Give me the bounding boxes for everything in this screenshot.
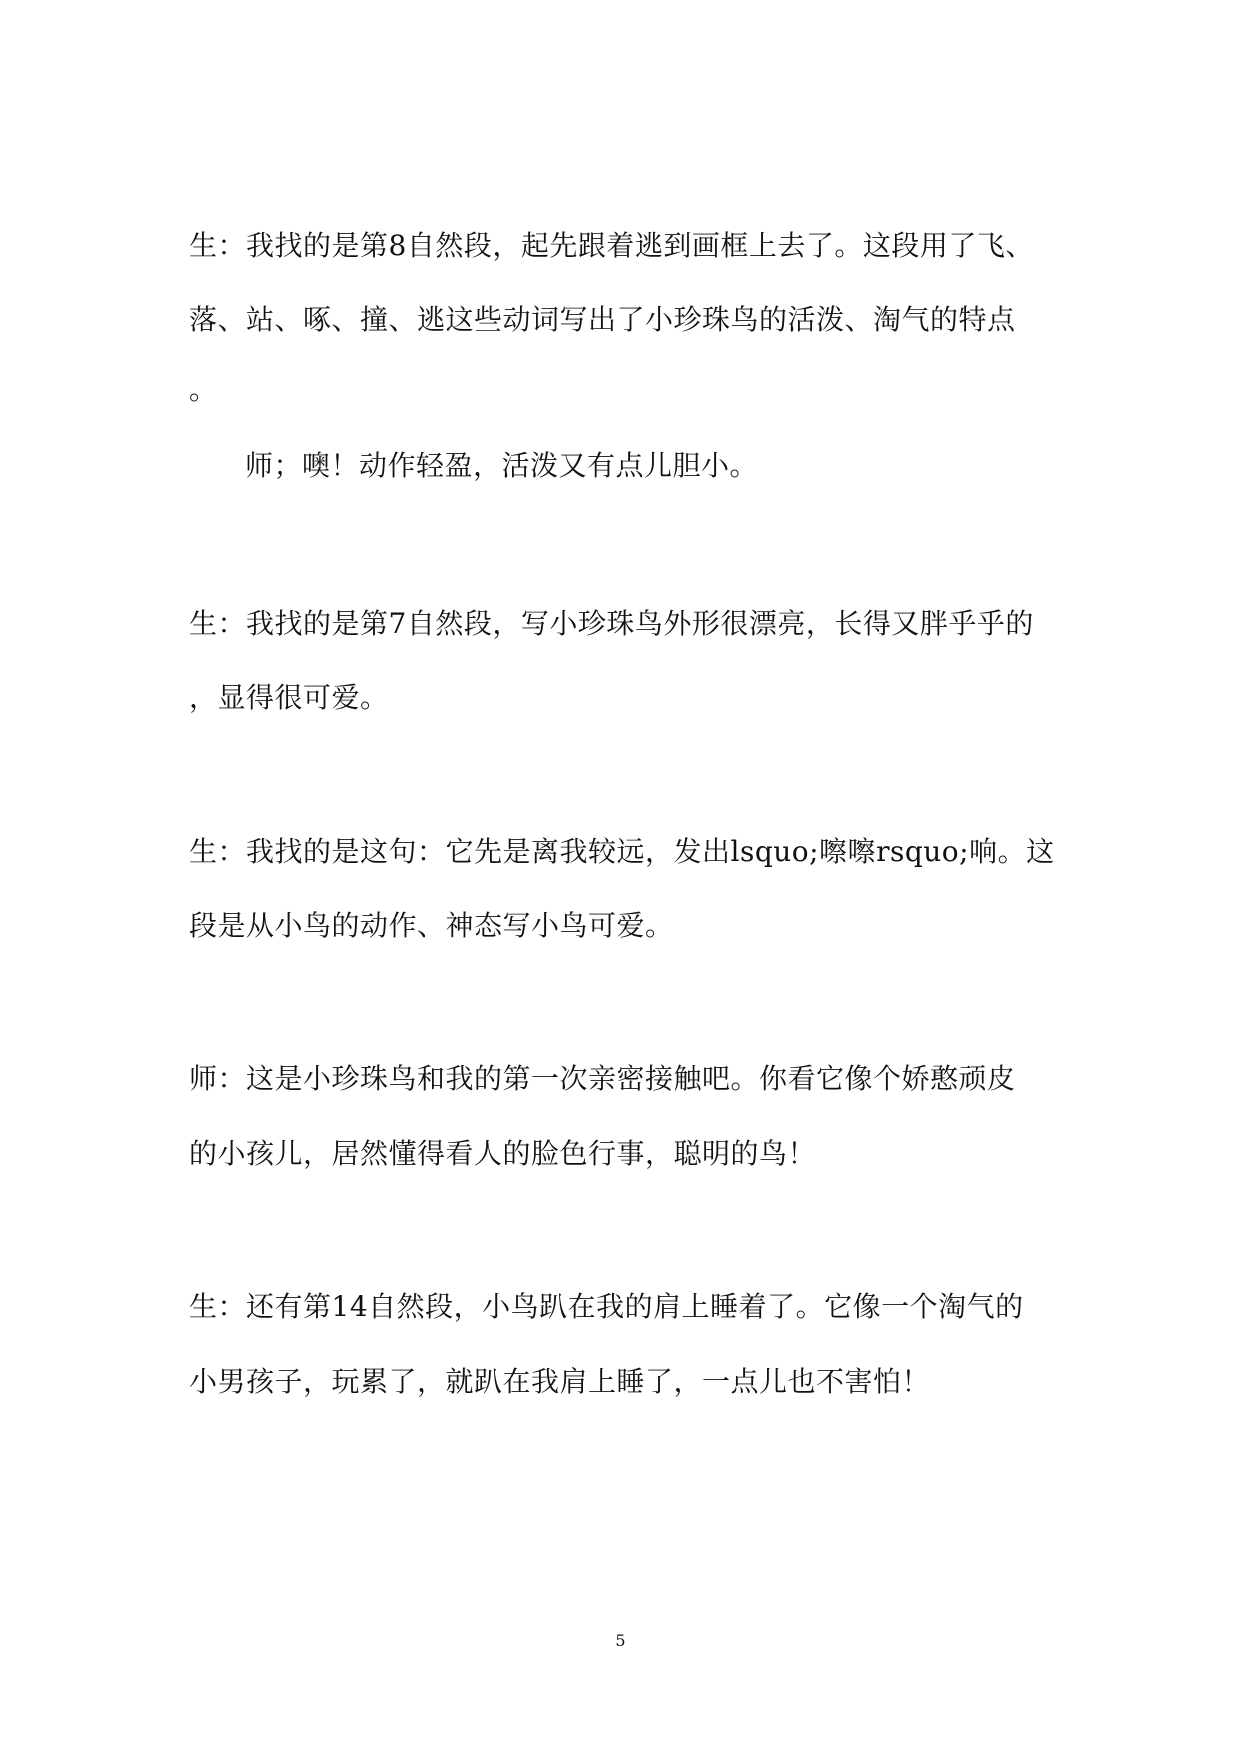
paragraph-line: 落、站、啄、撞、逃这些动词写出了小珍珠鸟的活泼、淘气的特点 [189,303,1016,336]
paragraph-line: 。 [189,373,218,406]
paragraph-line: 师；噢！动作轻盈，活泼又有点儿胆小。 [245,449,759,482]
paragraph-line: 生：还有第14自然段，小鸟趴在我的肩上睡着了。它像一个淘气的 [189,1290,1024,1323]
paragraph-line: 的小孩儿，居然懂得看人的脸色行事，聪明的鸟！ [189,1137,817,1170]
page-number: 5 [615,1631,626,1650]
paragraph-line: 师：这是小珍珠鸟和我的第一次亲密接触吧。你看它像个娇憨顽皮 [189,1062,1016,1095]
paragraph-line: 段是从小鸟的动作、神态写小鸟可爱。 [189,909,674,942]
paragraph-line: 小男孩子，玩累了，就趴在我肩上睡了，一点儿也不害怕！ [189,1365,931,1398]
paragraph-line: 生：我找的是第8自然段，起先跟着逃到画框上去了。这段用了飞、 [189,229,1034,262]
paragraph-line: 生：我找的是第7自然段，写小珍珠鸟外形很漂亮，长得又胖乎乎的 [189,607,1034,640]
paragraph-line: ，显得很可爱。 [189,681,389,714]
paragraph-line: 生：我找的是这句：它先是离我较远，发出lsquo;嚓嚓rsquo;响。这 [189,835,1055,868]
